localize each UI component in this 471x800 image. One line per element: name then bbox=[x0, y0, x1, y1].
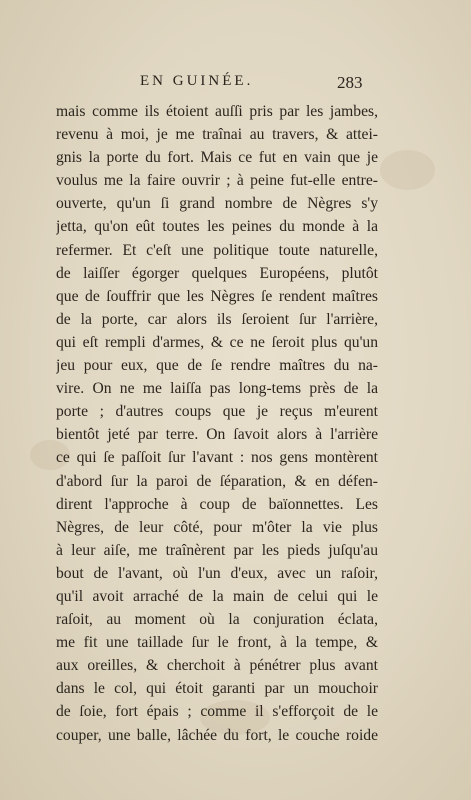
text-line: vire. On ne me laiſſa pas long-tems près de la bbox=[56, 380, 378, 398]
paper-stain bbox=[380, 150, 435, 190]
text-line: ouverte, qu'un ſi grand nombre de Nègres s'y bbox=[56, 195, 378, 213]
body-text bbox=[56, 100, 378, 747]
text-line: de la porte, car alors ils ſeroient ſur l'arrière, bbox=[56, 310, 378, 328]
text-line: à leur aiſe, me traînèrent par les pieds juſqu'au bbox=[56, 541, 378, 559]
text-line: gnis la porte du fort. Mais ce fut en vain que je bbox=[56, 149, 378, 167]
text-line: refermer. Et c'eſt une politique toute naturelle, bbox=[56, 241, 378, 259]
text-line: qu'il avoit arraché de la main de celui qui le bbox=[56, 587, 378, 605]
text-line: de ſoie, fort épais ; comme il s'efforçoit de le bbox=[56, 703, 378, 721]
text-line: voulus me la faire ouvrir ; à peine fut-elle entre- bbox=[56, 172, 378, 190]
text-line: de laiſſer égorger quelques Européens, plutôt bbox=[56, 264, 378, 282]
text-line: couper, une balle, lâchée du fort, le couche roide bbox=[56, 726, 378, 744]
page-number: 283 bbox=[337, 73, 363, 92]
text-line: raſoit, au moment où la conjuration éclata, bbox=[56, 611, 378, 629]
text-line: porte ; d'autres coups que je reçus m'eurent bbox=[56, 403, 378, 421]
text-line: jeu pour eux, que de ſe rendre maîtres du na- bbox=[56, 357, 378, 375]
text-line: bout de l'avant, où l'un d'eux, avec un raſoir, bbox=[56, 564, 378, 582]
text-line: aux oreilles, & cherchoit à pénétrer plus avant bbox=[56, 657, 378, 675]
text-line: bientôt jeté par terre. On ſavoit alors à l'arrière bbox=[56, 426, 378, 444]
text-line: dirent l'approche à coup de baïonnettes. Les bbox=[56, 495, 378, 513]
text-line: mais comme ils étoient auſſi pris par les jambes, bbox=[56, 103, 378, 120]
text-line: que de ſouffrir que les Nègres ſe rendent maîtres bbox=[56, 287, 378, 305]
text-line: d'abord ſur la paroi de ſéparation, & en défen- bbox=[56, 472, 378, 490]
page-header bbox=[0, 73, 471, 97]
text-line: qui eſt rempli d'armes, & ce ne ſeroit plus qu'un bbox=[56, 333, 378, 351]
text-line: dans le col, qui étoit garanti par un mouchoir bbox=[56, 680, 378, 698]
running-head: EN GUINÉE. bbox=[140, 73, 254, 89]
text-line: ce qui ſe paſſoit ſur l'avant : nos gens montèrent bbox=[56, 449, 378, 467]
text-line: Nègres, de leur côté, pour m'ôter la vie plus bbox=[56, 518, 378, 536]
text-line: me fit une taillade ſur le front, à la tempe, & bbox=[56, 634, 378, 652]
text-line: jetta, qu'on eût toutes les peines du monde à la bbox=[56, 218, 378, 236]
text-line: revenu à moi, je me traînai au travers, & attei- bbox=[56, 126, 378, 144]
